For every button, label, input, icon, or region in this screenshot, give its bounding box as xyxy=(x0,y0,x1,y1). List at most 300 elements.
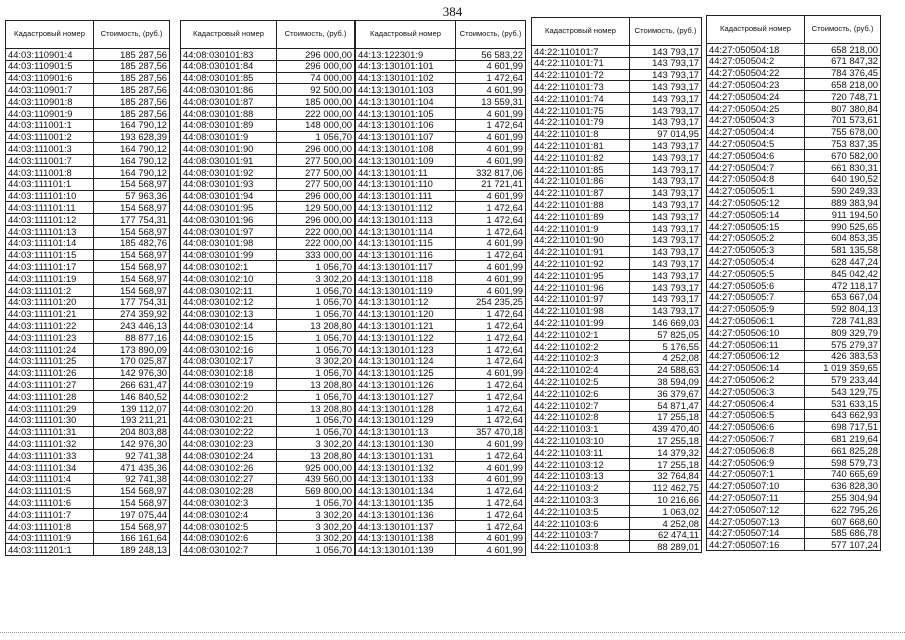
table-row xyxy=(356,520,526,532)
cost-value: 13 208,80 xyxy=(277,402,355,414)
cost-value: 1 472,64 xyxy=(456,450,526,462)
cost-value: 1 472,64 xyxy=(456,119,526,131)
table-row xyxy=(6,438,170,450)
table-row xyxy=(707,232,881,244)
cost-value: 142 976,30 xyxy=(94,367,170,379)
cadastral-number: 44:03:111101:17 xyxy=(6,261,94,273)
cadastral-number: 44:27:050506:10 xyxy=(707,327,805,339)
cadastral-number: 44:13:130101:121 xyxy=(356,320,456,332)
cost-value: 177 754,31 xyxy=(94,296,170,308)
table-row xyxy=(6,332,170,344)
table-row xyxy=(532,187,702,199)
table-row xyxy=(532,258,702,270)
table-row xyxy=(181,237,355,249)
table-row xyxy=(6,214,170,226)
table-row xyxy=(532,104,702,116)
cost-value: 185 482,76 xyxy=(94,237,170,249)
registry-table-4 xyxy=(531,17,702,553)
cadastral-number: 44:27:050505:14 xyxy=(707,209,805,221)
cost-value: 185 287,56 xyxy=(94,84,170,96)
cadastral-number: 44:27:050507:10 xyxy=(707,480,805,492)
table-row xyxy=(6,84,170,96)
cadastral-number: 44:08:030101:93 xyxy=(181,178,277,190)
cadastral-number: 44:03:111101:29 xyxy=(6,402,94,414)
table-row xyxy=(707,315,881,327)
table-row xyxy=(707,445,881,457)
cost-value: 1 472,64 xyxy=(456,485,526,497)
cost-value: 4 601,99 xyxy=(456,237,526,249)
cadastral-number: 44:13:130101:111 xyxy=(356,190,456,202)
cost-value: 17 255,18 xyxy=(630,458,702,470)
cost-value: 154 568,97 xyxy=(94,261,170,273)
cost-value: 1 472,64 xyxy=(456,225,526,237)
table-row xyxy=(6,261,170,273)
cadastral-number: 44:22:110103:13 xyxy=(532,470,630,482)
table-header-row xyxy=(356,21,526,49)
cadastral-number: 44:27:050506:8 xyxy=(707,445,805,457)
table-row xyxy=(532,57,702,69)
table-row xyxy=(356,131,526,143)
table-row xyxy=(181,296,355,308)
cadastral-number: 44:13:130101:127 xyxy=(356,391,456,403)
cadastral-number: 44:13:130101:108 xyxy=(356,143,456,155)
table-row xyxy=(532,506,702,518)
table-row xyxy=(6,367,170,379)
page-number: 384 xyxy=(442,4,463,19)
table-row xyxy=(6,485,170,497)
cost-value: 274 359,92 xyxy=(94,308,170,320)
cadastral-number: 44:27:050506:12 xyxy=(707,350,805,362)
cadastral-number: 44:13:130101:106 xyxy=(356,119,456,131)
cadastral-number: 44:22:110103:5 xyxy=(532,506,630,518)
cost-value: 1 472,64 xyxy=(456,72,526,84)
cost-value: 164 790,12 xyxy=(94,155,170,167)
cost-value: 1 472,64 xyxy=(456,343,526,355)
cost-value: 277 500,00 xyxy=(277,178,355,190)
table-row xyxy=(356,49,526,61)
table-header-row xyxy=(707,16,881,44)
cost-value: 670 582,00 xyxy=(805,150,881,162)
table-row xyxy=(6,320,170,332)
table-row xyxy=(356,414,526,426)
table-row xyxy=(6,72,170,84)
cost-value: 990 525,65 xyxy=(805,220,881,232)
table-row xyxy=(6,402,170,414)
table-row xyxy=(356,143,526,155)
cadastral-number: 44:27:050504:6 xyxy=(707,150,805,162)
cadastral-number: 44:13:130101:115 xyxy=(356,237,456,249)
table-row xyxy=(6,143,170,155)
cost-value: 185 000,00 xyxy=(277,96,355,108)
cadastral-number: 44:27:050507:14 xyxy=(707,527,805,539)
table-row xyxy=(356,84,526,96)
cost-value: 143 793,17 xyxy=(630,104,702,116)
cadastral-number: 44:08:030102:22 xyxy=(181,426,277,438)
cost-value: 357 470,18 xyxy=(456,426,526,438)
cadastral-number: 44:22:110103:6 xyxy=(532,517,630,529)
cost-value: 1 472,64 xyxy=(456,509,526,521)
table-row xyxy=(6,178,170,190)
cadastral-number: 44:27:050506:5 xyxy=(707,409,805,421)
cadastral-number: 44:03:111101:27 xyxy=(6,379,94,391)
cadastral-number: 44:22:110101:88 xyxy=(532,199,630,211)
cost-value: 4 601,99 xyxy=(456,60,526,72)
cadastral-number: 44:22:110102:4 xyxy=(532,364,630,376)
cadastral-number: 44:13:130101:138 xyxy=(356,532,456,544)
table-row xyxy=(356,332,526,344)
cadastral-number: 44:03:111101:9 xyxy=(6,532,94,544)
cost-value: 92 500,00 xyxy=(277,84,355,96)
cost-value: 173 890,09 xyxy=(94,343,170,355)
cadastral-number: 44:08:030101:90 xyxy=(181,143,277,155)
cost-value: 1 472,64 xyxy=(456,379,526,391)
cadastral-number: 44:27:050505:1 xyxy=(707,185,805,197)
cadastral-number: 44:08:030102:2 xyxy=(181,391,277,403)
table-row xyxy=(6,155,170,167)
table-row xyxy=(181,190,355,202)
cadastral-number-header: Кадастровый номер xyxy=(6,21,94,49)
cost-value: 154 568,97 xyxy=(94,249,170,261)
table-row xyxy=(6,520,170,532)
cost-value: 439 470,40 xyxy=(630,423,702,435)
cost-value: 17 255,18 xyxy=(630,411,702,423)
cadastral-number: 44:27:050505:6 xyxy=(707,279,805,291)
table-row xyxy=(181,49,355,61)
cadastral-number: 44:13:130101:114 xyxy=(356,225,456,237)
cadastral-number: 44:08:030102:19 xyxy=(181,379,277,391)
cost-value: 3 302,20 xyxy=(277,532,355,544)
cost-value: 146 669,03 xyxy=(630,317,702,329)
cadastral-number: 44:03:111101:30 xyxy=(6,414,94,426)
cadastral-number: 44:27:050504:8 xyxy=(707,173,805,185)
table-row xyxy=(707,185,881,197)
cadastral-number: 44:13:130101:130 xyxy=(356,438,456,450)
cadastral-number: 44:13:130101:137 xyxy=(356,520,456,532)
cadastral-number: 44:22:110103:3 xyxy=(532,494,630,506)
table-row xyxy=(356,402,526,414)
table-row xyxy=(6,414,170,426)
cadastral-number: 44:03:111101:32 xyxy=(6,438,94,450)
cadastral-number: 44:08:030102:5 xyxy=(181,520,277,532)
cost-value: 4 601,99 xyxy=(456,155,526,167)
table-row xyxy=(356,450,526,462)
cadastral-number: 44:22:110101:92 xyxy=(532,258,630,270)
cadastral-number: 44:27:050505:5 xyxy=(707,268,805,280)
cost-value: 575 279,37 xyxy=(805,338,881,350)
cost-value: 143 793,17 xyxy=(630,46,702,58)
table-row xyxy=(6,273,170,285)
table-row xyxy=(707,433,881,445)
cost-value: 1 056,70 xyxy=(277,426,355,438)
cadastral-number: 44:03:111001:3 xyxy=(6,143,94,155)
cadastral-number: 44:27:050504:24 xyxy=(707,91,805,103)
table-row xyxy=(6,284,170,296)
table-row xyxy=(6,450,170,462)
cost-value: 622 795,26 xyxy=(805,504,881,516)
table-row xyxy=(181,532,355,544)
cadastral-number: 44:13:130101:11 xyxy=(356,166,456,178)
cost-value: 143 793,17 xyxy=(630,211,702,223)
table-row xyxy=(532,541,702,553)
cost-value: 807 380,84 xyxy=(805,102,881,114)
table-row xyxy=(707,173,881,185)
cost-value: 4 601,99 xyxy=(456,367,526,379)
cadastral-number: 44:27:050505:7 xyxy=(707,291,805,303)
table-row xyxy=(181,107,355,119)
table-row xyxy=(707,102,881,114)
cadastral-number: 44:03:111101:14 xyxy=(6,237,94,249)
table-row xyxy=(532,69,702,81)
cadastral-number: 44:22:110102:1 xyxy=(532,329,630,341)
cost-value: 154 568,97 xyxy=(94,497,170,509)
cost-value: 4 601,99 xyxy=(456,273,526,285)
cost-value: 154 568,97 xyxy=(94,284,170,296)
table-row xyxy=(356,426,526,438)
table-row xyxy=(6,96,170,108)
table-row xyxy=(181,332,355,344)
table-row xyxy=(532,234,702,246)
table-row xyxy=(356,509,526,521)
cadastral-number: 44:08:030101:99 xyxy=(181,249,277,261)
table-row xyxy=(6,343,170,355)
cost-value: 653 667,04 xyxy=(805,291,881,303)
cadastral-number: 44:27:050505:3 xyxy=(707,244,805,256)
table-header-row xyxy=(181,21,355,49)
table-row xyxy=(707,386,881,398)
cost-value: 472 118,17 xyxy=(805,279,881,291)
cadastral-number: 44:22:110103:1 xyxy=(532,423,630,435)
cadastral-number: 44:13:130101:13 xyxy=(356,426,456,438)
cadastral-number: 44:27:050507:13 xyxy=(707,515,805,527)
table-row xyxy=(356,214,526,226)
table-row xyxy=(707,209,881,221)
cost-value: 13 208,80 xyxy=(277,379,355,391)
table-row xyxy=(356,119,526,131)
cadastral-number: 44:22:110101:85 xyxy=(532,163,630,175)
cost-value: 658 218,00 xyxy=(805,44,881,56)
cost-value: 5 176,55 xyxy=(630,340,702,352)
table-row xyxy=(707,79,881,91)
table-row xyxy=(532,163,702,175)
table-row xyxy=(181,497,355,509)
cost-value: 24 588,63 xyxy=(630,364,702,376)
cadastral-number: 44:13:130101:131 xyxy=(356,450,456,462)
cost-value: 1 056,70 xyxy=(277,308,355,320)
table-row xyxy=(356,107,526,119)
cadastral-number: 44:22:110101:98 xyxy=(532,305,630,317)
cost-value: 54 871,47 xyxy=(630,399,702,411)
table-row xyxy=(181,166,355,178)
cost-value: 296 000,00 xyxy=(277,143,355,155)
cost-value: 36 379,67 xyxy=(630,388,702,400)
table-row xyxy=(356,308,526,320)
cost-value: 577 107,24 xyxy=(805,539,881,551)
table-row xyxy=(356,473,526,485)
table-row xyxy=(532,482,702,494)
cost-value: 643 662,93 xyxy=(805,409,881,421)
table-row xyxy=(532,175,702,187)
table-row xyxy=(707,504,881,516)
table-row xyxy=(356,320,526,332)
table-row xyxy=(707,303,881,315)
cadastral-number: 44:03:111001:8 xyxy=(6,166,94,178)
cadastral-number: 44:03:110901:7 xyxy=(6,84,94,96)
table-row xyxy=(6,131,170,143)
cadastral-number: 44:03:111001:2 xyxy=(6,131,94,143)
table-row xyxy=(181,343,355,355)
table-row xyxy=(356,461,526,473)
table-row xyxy=(181,60,355,72)
table-row xyxy=(356,273,526,285)
cost-value: 143 793,17 xyxy=(630,93,702,105)
table-row xyxy=(707,409,881,421)
table-row xyxy=(707,220,881,232)
cadastral-number: 44:08:030102:17 xyxy=(181,355,277,367)
cadastral-number: 44:22:110102:7 xyxy=(532,399,630,411)
cost-value: 222 000,00 xyxy=(277,225,355,237)
table-row xyxy=(707,327,881,339)
cost-value: 166 161,64 xyxy=(94,532,170,544)
table-row xyxy=(532,317,702,329)
cadastral-number: 44:22:110102:2 xyxy=(532,340,630,352)
cost-value: 720 748,71 xyxy=(805,91,881,103)
cadastral-number: 44:08:030102:27 xyxy=(181,473,277,485)
cost-value: 38 594,09 xyxy=(630,376,702,388)
cost-value: 755 678,00 xyxy=(805,126,881,138)
table-row xyxy=(6,249,170,261)
cost-value: 1 472,64 xyxy=(456,320,526,332)
cost-value: 598 579,73 xyxy=(805,456,881,468)
cost-value: 1 472,64 xyxy=(456,308,526,320)
page-bottom-rule xyxy=(0,632,905,633)
cadastral-number: 44:08:030102:11 xyxy=(181,284,277,296)
registry-table-3 xyxy=(355,20,526,556)
cost-value: 143 793,17 xyxy=(630,163,702,175)
cadastral-number: 44:08:030101:87 xyxy=(181,96,277,108)
cost-value: 56 583,22 xyxy=(456,49,526,61)
cost-value: 204 803,88 xyxy=(94,426,170,438)
table-row xyxy=(532,494,702,506)
cadastral-number: 44:03:111101:13 xyxy=(6,225,94,237)
cadastral-number: 44:13:130101:104 xyxy=(356,96,456,108)
cadastral-number: 44:27:050507:16 xyxy=(707,539,805,551)
table-row xyxy=(6,107,170,119)
table-row xyxy=(532,458,702,470)
cost-value: 143 793,17 xyxy=(630,222,702,234)
table-row xyxy=(6,509,170,521)
cadastral-number-header: Кадастровый номер xyxy=(181,21,277,49)
cost-value: 3 302,20 xyxy=(277,273,355,285)
table-row xyxy=(6,355,170,367)
cadastral-number: 44:22:110102:8 xyxy=(532,411,630,423)
cadastral-number: 44:08:030102:23 xyxy=(181,438,277,450)
cadastral-number: 44:08:030102:28 xyxy=(181,485,277,497)
cost-value: 1 056,70 xyxy=(277,414,355,426)
cost-value: 88 877,16 xyxy=(94,332,170,344)
cadastral-number: 44:27:050506:4 xyxy=(707,397,805,409)
table-row xyxy=(181,461,355,473)
table-row xyxy=(356,166,526,178)
table-row xyxy=(6,190,170,202)
cost-value: 332 817,06 xyxy=(456,166,526,178)
table-row xyxy=(532,435,702,447)
cost-value: 143 793,17 xyxy=(630,293,702,305)
table-row xyxy=(707,161,881,173)
cadastral-number: 44:22:110103:12 xyxy=(532,458,630,470)
cost-value: 607 668,60 xyxy=(805,515,881,527)
cadastral-number: 44:03:111201:1 xyxy=(6,544,94,556)
cost-value: 3 302,20 xyxy=(277,509,355,521)
cadastral-number: 44:27:050506:9 xyxy=(707,456,805,468)
cost-value: 14 379,32 xyxy=(630,447,702,459)
cadastral-number: 44:27:050506:2 xyxy=(707,374,805,386)
cost-value: 164 790,12 xyxy=(94,143,170,155)
cadastral-number: 44:27:050506:14 xyxy=(707,362,805,374)
cost-value: 143 793,17 xyxy=(630,281,702,293)
table-row xyxy=(181,155,355,167)
cost-value: 13 208,80 xyxy=(277,450,355,462)
cost-value: 139 112,07 xyxy=(94,402,170,414)
table-row xyxy=(532,128,702,140)
cost-value: 925 000,00 xyxy=(277,461,355,473)
table-row xyxy=(181,414,355,426)
cadastral-number: 44:27:050505:9 xyxy=(707,303,805,315)
cost-value: 1 472,64 xyxy=(456,497,526,509)
table-row xyxy=(356,544,526,556)
cadastral-number: 44:03:111101:8 xyxy=(6,520,94,532)
table-row xyxy=(707,138,881,150)
cadastral-number-header: Кадастровый номер xyxy=(532,18,630,46)
cost-value: 266 631,47 xyxy=(94,379,170,391)
table-row xyxy=(707,126,881,138)
cost-value: 439 560,00 xyxy=(277,473,355,485)
cadastral-number: 44:03:111101:7 xyxy=(6,509,94,521)
cost-value: 185 287,56 xyxy=(94,60,170,72)
table-row xyxy=(707,291,881,303)
cost-value: 658 218,00 xyxy=(805,79,881,91)
cost-value: 1 019 359,65 xyxy=(805,362,881,374)
cadastral-number: 44:08:030102:21 xyxy=(181,414,277,426)
cost-value: 21 721,41 xyxy=(456,178,526,190)
table-row xyxy=(356,497,526,509)
cost-value: 197 075,44 xyxy=(94,509,170,521)
table-row xyxy=(532,340,702,352)
cost-value: 177 754,31 xyxy=(94,214,170,226)
cadastral-number: 44:27:050504:23 xyxy=(707,79,805,91)
cadastral-number: 44:22:110101:7 xyxy=(532,46,630,58)
table-row xyxy=(356,438,526,450)
cost-value: 277 500,00 xyxy=(277,166,355,178)
table-row xyxy=(532,364,702,376)
table-row xyxy=(181,485,355,497)
cost-value: 143 793,17 xyxy=(630,140,702,152)
table-row xyxy=(532,211,702,223)
cost-value: 333 000,00 xyxy=(277,249,355,261)
cadastral-number: 44:13:130101:12 xyxy=(356,296,456,308)
table-row xyxy=(181,379,355,391)
cadastral-number: 44:27:050507:12 xyxy=(707,504,805,516)
table-row xyxy=(181,355,355,367)
cadastral-number: 44:22:110101:96 xyxy=(532,281,630,293)
cadastral-number: 44:13:122301:9 xyxy=(356,49,456,61)
cadastral-number: 44:08:030102:14 xyxy=(181,320,277,332)
cadastral-number: 44:08:030102:18 xyxy=(181,367,277,379)
cost-value: 92 741,38 xyxy=(94,473,170,485)
cadastral-number: 44:27:050504:18 xyxy=(707,44,805,56)
cost-value: 222 000,00 xyxy=(277,237,355,249)
cadastral-number: 44:03:111101:10 xyxy=(6,190,94,202)
cadastral-number: 44:03:110901:9 xyxy=(6,107,94,119)
